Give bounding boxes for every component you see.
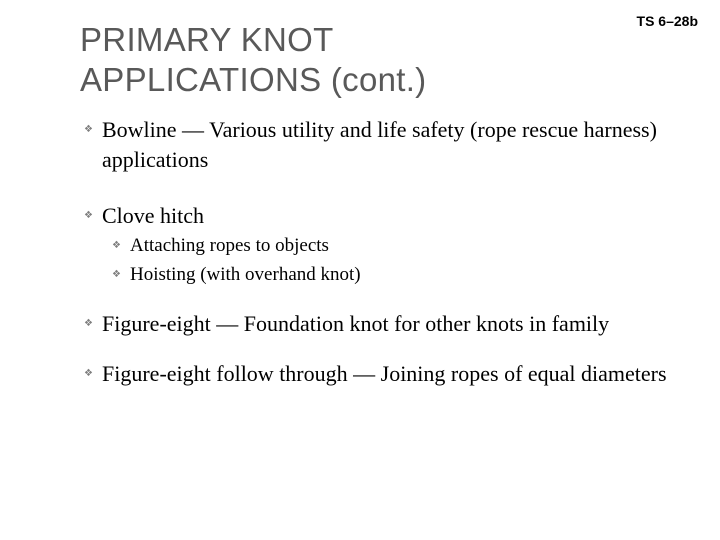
bullet-item — [84, 201, 684, 231]
slide-code: TS 6–28b — [636, 13, 698, 29]
diamond-bullet-icon: ❖ — [112, 269, 121, 280]
bullet-item — [84, 115, 684, 175]
bullet-text: Bowline — Various utility and life safety (rope rescue harness) applications — [102, 117, 657, 172]
sub-bullet-text: Hoisting (with overhand knot) — [130, 264, 361, 285]
bullet-item — [84, 309, 684, 339]
slide-title — [80, 20, 426, 100]
diamond-bullet-icon: ❖ — [84, 210, 93, 221]
diamond-bullet-icon: ❖ — [84, 318, 93, 329]
slide-title-line-1: PRIMARY KNOT — [80, 21, 334, 58]
bullet-text: Figure-eight — Foundation knot for other knots in family — [102, 311, 610, 336]
bullet-text: Figure-eight follow through — Joining ropes of equal diameters — [102, 361, 667, 386]
sub-bullet-item — [84, 231, 684, 260]
bullet-item — [84, 359, 684, 389]
bullet-list — [84, 115, 684, 389]
diamond-bullet-icon: ❖ — [84, 368, 93, 379]
sub-bullet-text: Attaching ropes to objects — [130, 235, 329, 256]
diamond-bullet-icon: ❖ — [112, 240, 121, 251]
bullet-text: Clove hitch — [102, 203, 205, 228]
sub-bullet-item — [84, 260, 684, 289]
diamond-bullet-icon: ❖ — [84, 124, 93, 135]
slide-title-line-2: APPLICATIONS (cont.) — [80, 61, 427, 98]
